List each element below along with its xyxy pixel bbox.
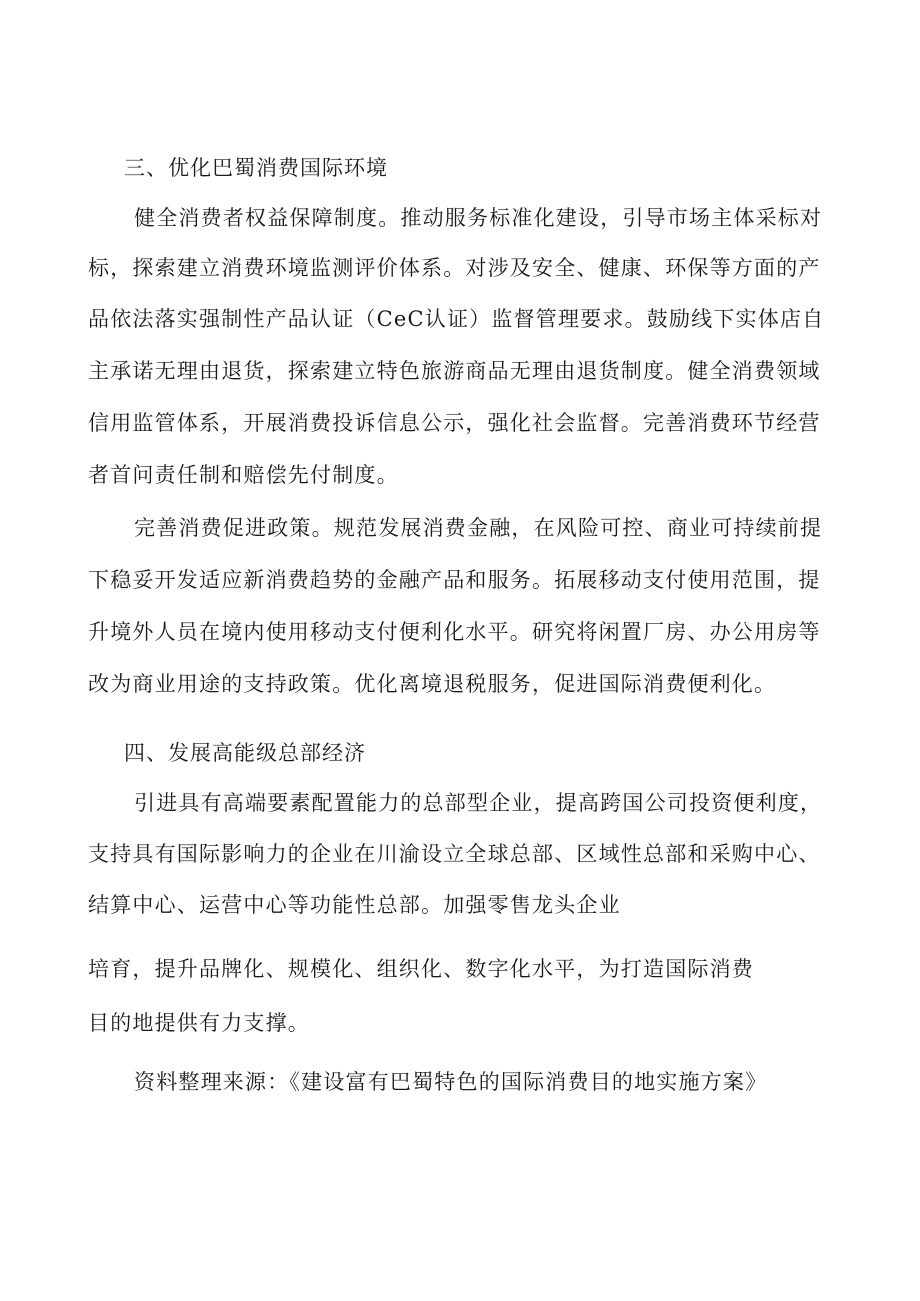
paragraph-line: 下稳妥开发适应新消费趋势的金融产品和服务。拓展移动支付使用范围，提 bbox=[88, 568, 821, 592]
paragraph-line: 健全消费者权益保障制度。推动服务标准化建设，引导市场主体采标对 bbox=[134, 206, 823, 230]
paragraph-line: 升境外人员在境内使用移动支付便利化水平。研究将闲置厂房、办公用房等 bbox=[88, 620, 821, 644]
paragraph-line: 目的地提供有力支撑。 bbox=[88, 1011, 310, 1035]
paragraph-line: 信用监管体系，开展消费投诉信息公示，强化社会监督。完善消费环节经营 bbox=[88, 411, 821, 435]
paragraph-line: 品依法落实强制性产品认证（CeC认证）监督管理要求。鼓励线下实体店自 bbox=[88, 307, 825, 331]
paragraph-line: 培育，提升品牌化、规模化、组织化、数字化水平，为打造国际消费 bbox=[88, 957, 754, 981]
source-citation: 资料整理来源：《建设富有巴蜀特色的国际消费目的地实施方案》 bbox=[134, 1070, 768, 1094]
paragraph-line: 结算中心、运营中心等功能性总部。加强零售龙头企业 bbox=[88, 893, 621, 917]
paragraph-line: 主承诺无理由退货，探索建立特色旅游商品无理由退货制度。健全消费领域 bbox=[88, 359, 821, 383]
paragraph-line: 完善消费促进政策。规范发展消费金融，在风险可控、商业可持续前提 bbox=[134, 516, 823, 540]
paragraph-line: 改为商业用途的支持政策。优化离境退税服务，促进国际消费便利化。 bbox=[88, 672, 777, 696]
paragraph-line: 标，探索建立消费环境监测评价体系。对涉及安全、健康、环保等方面的产 bbox=[88, 256, 821, 280]
paragraph-line: 引进具有高端要素配置能力的总部型企业，提高跨国公司投资便利度， bbox=[134, 791, 823, 815]
paragraph-line: 者首问责任制和赔偿先付制度。 bbox=[88, 463, 399, 487]
section-heading-3: 三、优化巴蜀消费国际环境 bbox=[124, 156, 388, 180]
section-heading-4: 四、发展高能级总部经济 bbox=[124, 741, 366, 765]
paragraph-line: 支持具有国际影响力的企业在川渝设立全球总部、区域性总部和采购中心、 bbox=[88, 842, 821, 866]
